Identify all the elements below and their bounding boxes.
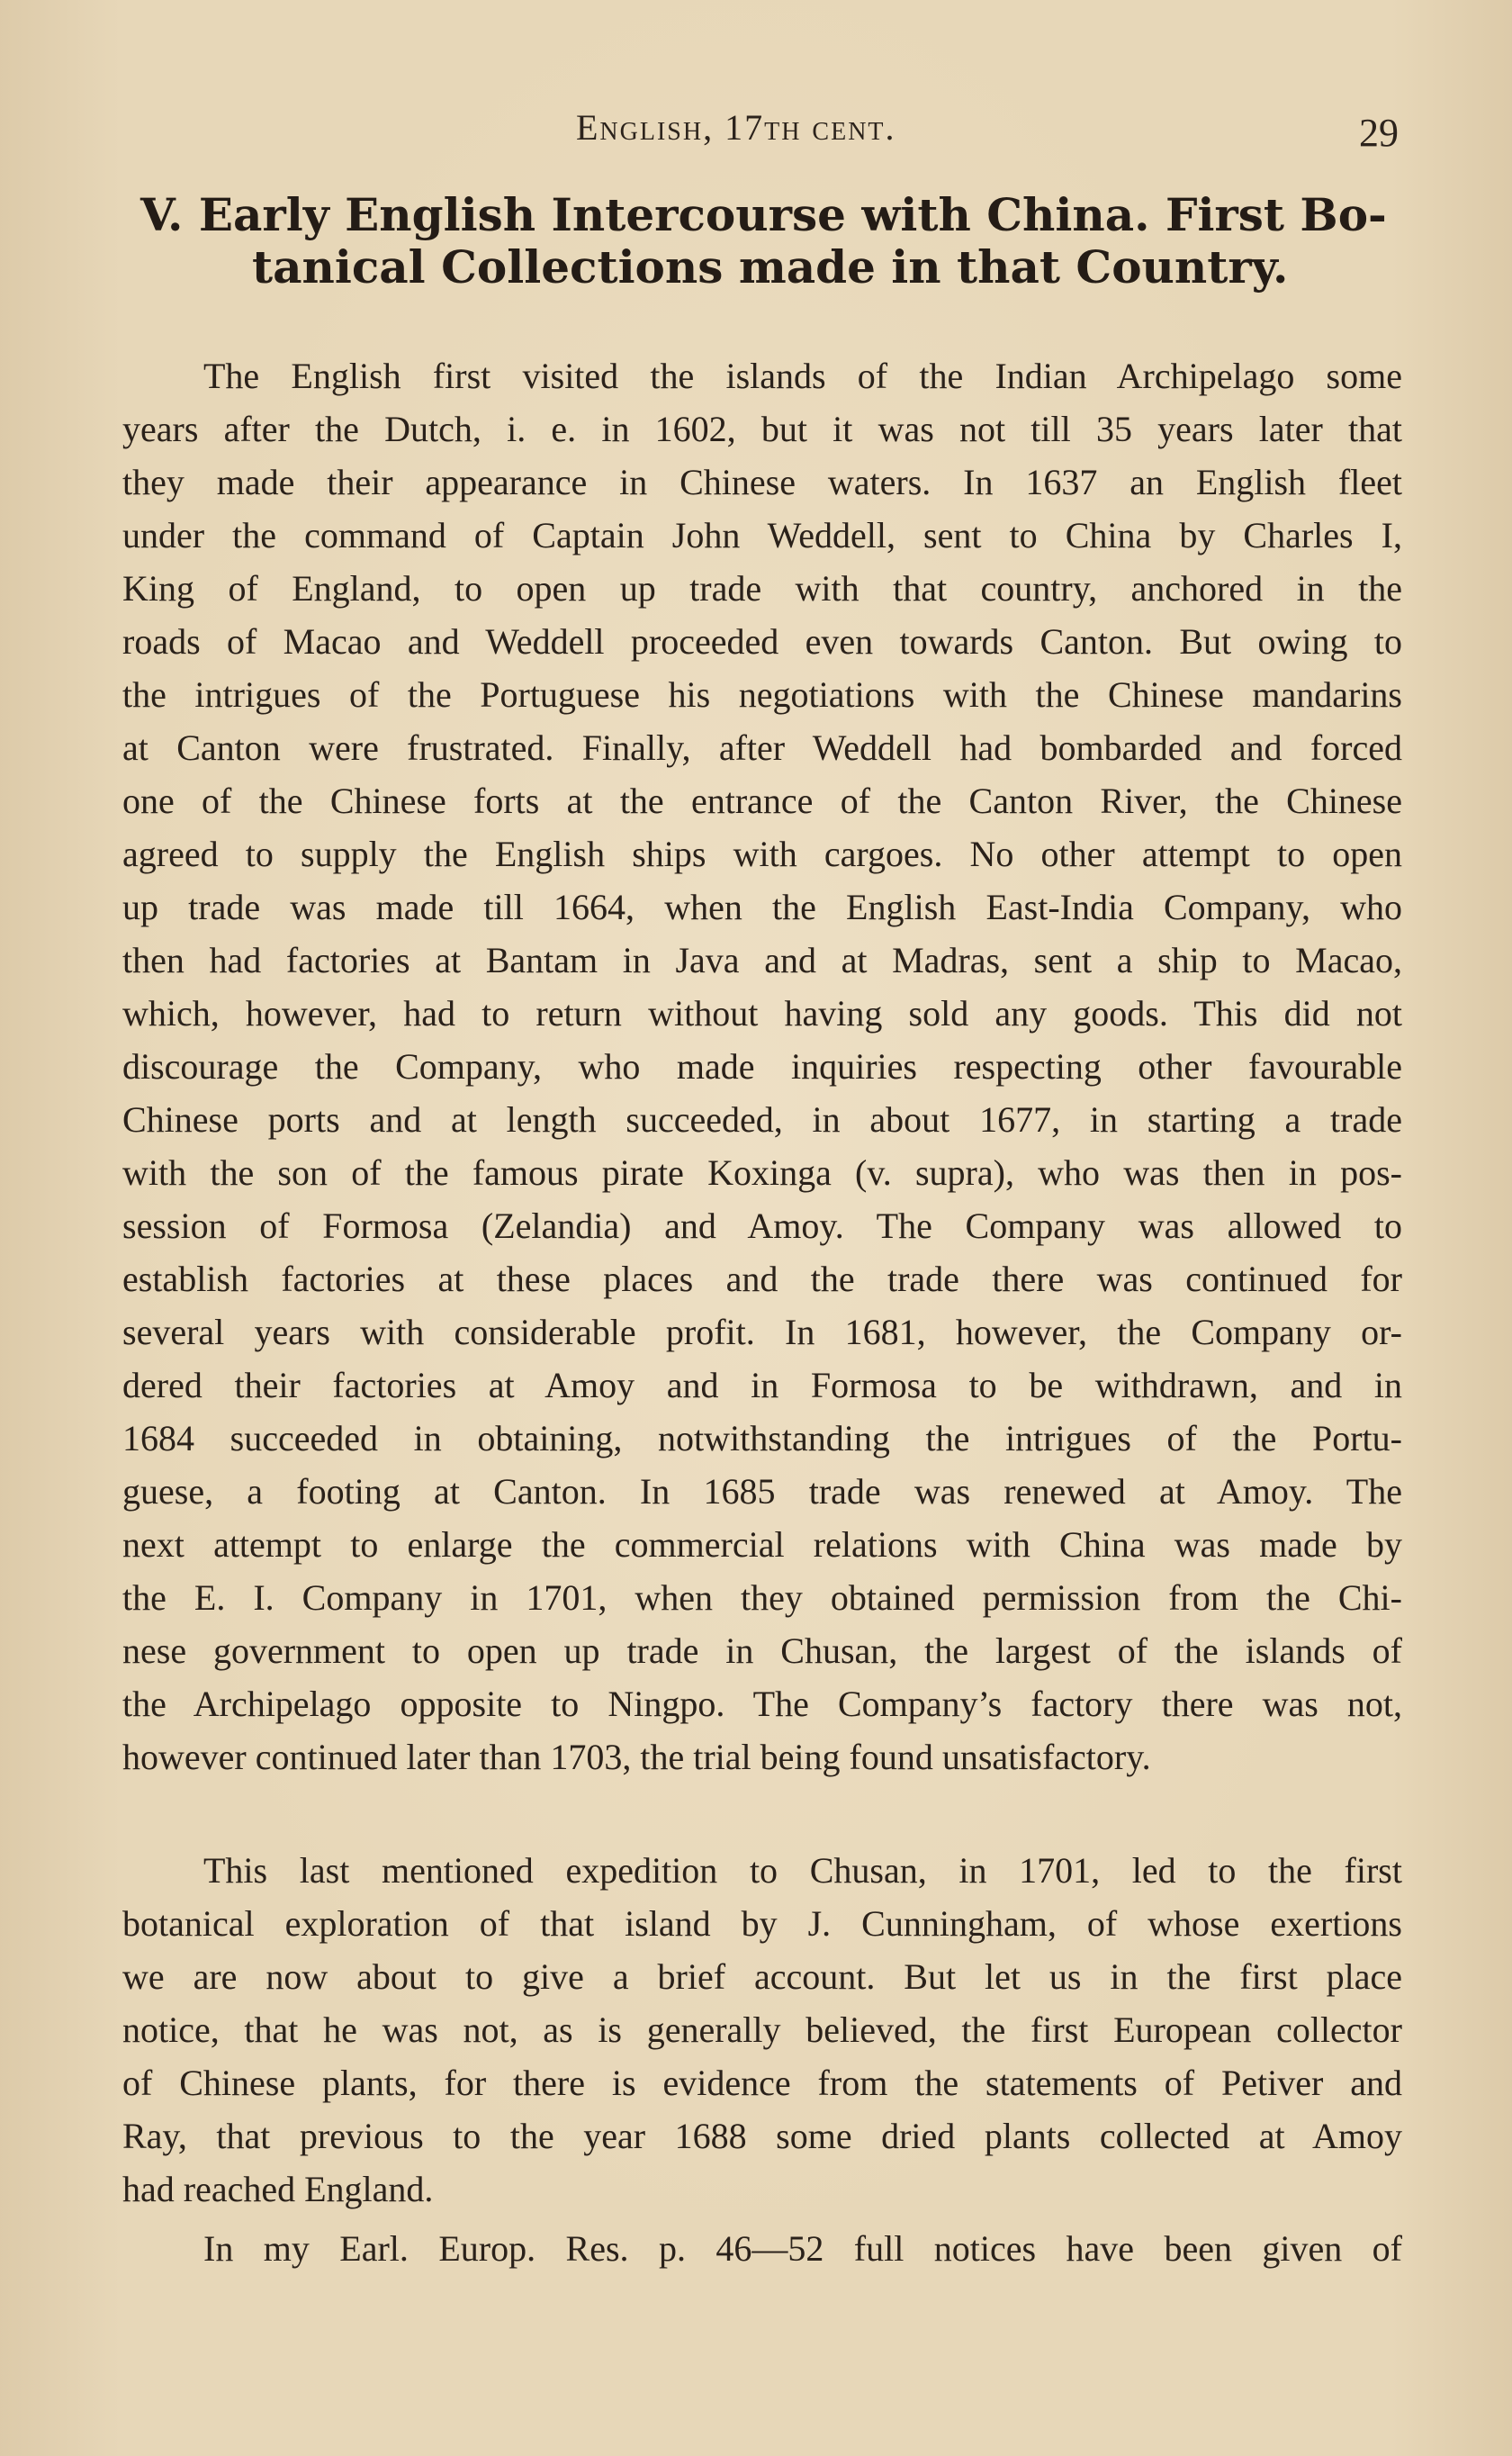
text-line: with the son of the famous pirate Koxinga (v. supra), who was then in pos- [122,1152,1402,1193]
text-line: the Archipelago opposite to Ningpo. The Company’s factory there was not, [122,1684,1402,1724]
text-line: they made their appearance in Chinese waters. In 1637 an English fleet [122,462,1402,502]
text-line: The English first visited the islands of the Indian Archipelago some [203,356,1402,396]
paragraph-earl-europ-res [122,2222,1402,2275]
text-line: Chinese ports and at length succeeded, in about 1677, in starting a trade [122,1099,1402,1140]
text-line: agreed to supply the English ships with cargoes. No other attempt to open [122,834,1402,874]
text-line: which, however, had to return without having sold any goods. This did not [122,993,1402,1034]
text-line: notice, that he was not, as is generally believed, the first European collector [122,2009,1402,2050]
paragraph-cunningham-exploration [122,1844,1402,2216]
text-line: In my Earl. Europ. Res. p. 46—52 full notices have been given of [203,2228,1402,2269]
paragraph-english-intercourse [122,349,1402,1783]
text-line: 1684 succeeded in obtaining, notwithstanding the intrigues of the Portu- [122,1418,1402,1458]
text-line: nese government to open up trade in Chusan, the largest of the islands of [122,1630,1402,1671]
text-line: at Canton were frustrated. Finally, after Weddell had bombarded and forced [122,727,1402,768]
text-line: one of the Chinese forts at the entrance of the Canton River, the Chinese [122,781,1402,821]
text-line: the intrigues of the Portuguese his negotiations with the Chinese mandarins [122,674,1402,715]
text-line: King of England, to open up trade with that country, anchored in the [122,568,1402,609]
text-line: discourage the Company, who made inquiries respecting other favourable [122,1046,1402,1087]
text-line: under the command of Captain John Weddell, sent to China by Charles I, [122,515,1402,555]
text-line: years after the Dutch, i. e. in 1602, but it was not till 35 years later that [122,409,1402,449]
text-line: several years with considerable profit. In 1681, however, the Company or- [122,1312,1402,1352]
page-number: 29 [1359,111,1399,155]
text-line: roads of Macao and Weddell proceeded even towards Canton. But owing to [122,621,1402,662]
text-line: we are now about to give a brief account. But let us in the first place [122,1956,1402,1997]
text-line: guese, a footing at Canton. In 1685 trade was renewed at Amoy. The [122,1471,1402,1512]
text-line: had reached England. [122,2169,434,2209]
text-line: dered their factories at Amoy and in Formosa to be withdrawn, and in [122,1365,1402,1405]
text-line: This last mentioned expedition to Chusan, in 1701, led to the first [203,1850,1402,1891]
text-line: however continued later than 1703, the trial being found unsatisfactory. [122,1737,1151,1777]
section-heading [140,189,1400,293]
text-line: session of Formosa (Zelandia) and Amoy. The Company was allowed to [122,1205,1402,1246]
running-head: English, 17th cent. [576,107,896,148]
section-heading-line-2: tanical Collections made in that Country. [252,240,1289,293]
text-line: then had factories at Bantam in Java and at Madras, sent a ship to Macao, [122,940,1402,980]
section-heading-line-1: V. Early English Intercourse with China. First Bo- [140,188,1387,241]
text-line: next attempt to enlarge the commercial relations with China was made by [122,1524,1402,1565]
text-line: the E. I. Company in 1701, when they obtained permission from the Chi- [122,1577,1402,1618]
text-line: Ray, that previous to the year 1688 some dried plants collected at Amoy [122,2116,1402,2156]
text-line: up trade was made till 1664, when the English East-India Company, who [122,887,1402,927]
text-line: establish factories at these places and the trade there was continued for [122,1259,1402,1299]
text-line: botanical exploration of that island by J. Cunningham, of whose exertions [122,1903,1402,1944]
text-line: of Chinese plants, for there is evidence from the statements of Petiver and [122,2063,1402,2103]
